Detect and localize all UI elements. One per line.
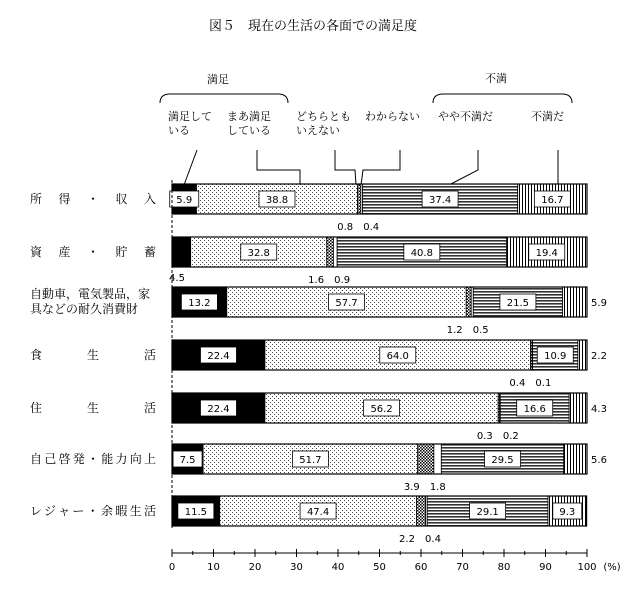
bar-segment [434,444,441,474]
x-tick-label: 60 [414,562,428,573]
category-label: 食 生 活 [30,348,156,362]
bar-segment [327,237,334,267]
legend-group-label: 満足 [207,73,229,86]
data-label: 64.0 [386,351,409,362]
legend-label: やや不満だ [438,110,493,123]
data-label: 47.4 [306,507,330,518]
data-label: 0.4 [363,222,380,233]
legend-label: わからない [365,110,420,123]
data-label: 56.2 [370,404,393,415]
legend-label: いえない [296,124,340,137]
legend-pointer [335,150,356,185]
data-label: 16.6 [523,404,546,415]
legend-bracket [433,94,572,103]
category-label: 住 生 活 [30,401,156,415]
legend-pointer [361,150,400,185]
data-label: 0.4 [509,378,526,389]
data-label: 10.9 [544,351,567,362]
bar-segment [333,237,337,267]
data-label: 0.8 [337,222,354,233]
data-label: 29.5 [491,455,514,466]
x-tick-label: 20 [248,562,262,573]
x-tick-label: 30 [290,562,303,573]
data-label: 22.4 [207,404,230,415]
x-unit-label: (%) [603,562,621,573]
data-label: 51.7 [299,455,322,466]
data-label: 3.9 [403,482,420,493]
data-label: 1.2 [446,325,463,336]
data-label: 37.4 [428,195,452,206]
category-label: 自己啓発・能力向上 [30,452,156,466]
data-label: 5.9 [591,298,607,309]
data-label: 5.6 [591,455,607,466]
legend-label: している [227,124,271,137]
chart-title: 図５ 現在の生活の各面での満足度 [208,19,418,34]
x-tick-label: 50 [373,562,386,573]
data-label: 40.8 [410,248,433,259]
legend-label: 不満だ [531,110,564,123]
data-label: 0.3 [476,431,493,442]
x-tick-label: 40 [331,562,345,573]
x-tick-label: 70 [456,562,469,573]
data-label: 0.1 [535,378,552,389]
bars [169,184,607,545]
category-label: レジャー・余暇生活 [30,504,156,518]
data-label: 1.8 [429,482,446,493]
category-label: 具などの耐久消費財 [30,302,139,316]
x-tick-label: 10 [207,562,220,573]
legend-label: いる [168,124,190,137]
bar-segment [172,237,191,267]
data-label: 57.7 [335,298,358,309]
data-label: 13.2 [188,298,211,309]
bar-segment [563,287,587,317]
legend [160,71,572,185]
x-tick-label: 90 [539,562,552,573]
x-tick-label: 0 [168,562,176,573]
legend-bracket [160,94,288,103]
legend-label: どちらとも [296,110,351,123]
bar-segment [418,444,434,474]
data-label: 0.4 [425,534,441,545]
x-tick-label: 80 [497,562,511,573]
x-tick-label: 100 [577,562,597,573]
data-label: 4.3 [591,404,607,415]
legend-pointer [449,150,478,185]
legend-group-label: 不満 [485,72,507,85]
legend-pointer [184,150,197,185]
legend-label: まあ満足 [227,110,271,123]
data-label: 2.2 [399,534,415,545]
data-label: 22.4 [207,351,230,362]
data-label: 16.7 [541,195,564,206]
data-label: 19.4 [535,248,558,259]
bar-segment [569,393,587,423]
category-label: 自動車，電気製品，家 [30,287,151,301]
data-label: 5.9 [176,195,193,206]
data-label: 29.1 [476,507,499,518]
data-label: 21.5 [506,298,530,309]
data-label: 7.5 [179,455,196,466]
legend-pointer [257,150,300,185]
data-label: 9.3 [559,507,576,518]
bar-segment [416,496,425,526]
data-label: 32.8 [247,248,270,259]
data-label: 0.9 [334,275,351,286]
category-labels [30,191,156,518]
category-label: 所 得 ・ 収 入 [30,192,156,206]
data-label: 0.5 [472,325,489,336]
data-label: 0.2 [502,431,519,442]
category-label: 資 産 ・ 貯 蓄 [30,245,156,259]
bar-segment [466,287,471,317]
data-label: 2.2 [591,351,607,362]
bar-segment [578,340,587,370]
data-label: 4.5 [169,273,185,284]
bar-segment [564,444,587,474]
data-label: 11.5 [184,507,207,518]
legend-label: 満足して [168,110,212,123]
data-label: 1.6 [308,275,325,286]
bar-segment [358,184,361,214]
data-label: 38.8 [265,195,289,206]
